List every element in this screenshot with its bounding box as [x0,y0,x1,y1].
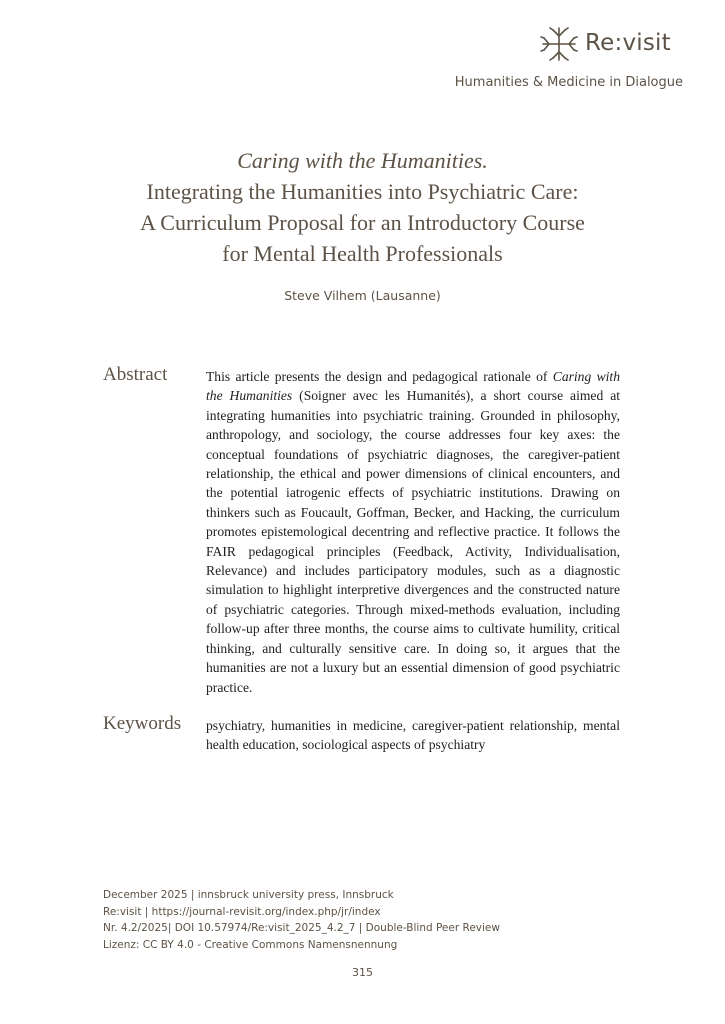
footer-line-url[interactable]: Re:visit | https://journal-revisit.org/index.php/jr/index [103,905,381,918]
abstract-text-part2: (Soigner avec les Humanités), a short course aimed at integrating humanities into psychiatric training. Grounded in philosophy, anthropology, and sociology, the course addresses four key axes: the conceptual foundations of psychiatric diagnoses, the caregiver-patient relationship, the ethical and power dimensions of clinical encounters, and the potential iatrogenic effects of psychiatric institutions. Drawing on thinkers such as Foucault, Goffman, Becker, and Hacking, the curriculum promotes epistemological decentring and reflective practice. It follows the FAIR pedagogical principles (Feedback, Activity, Individualisation, Relevance) and includes participatory modules, such as a diagnostic simulation to highlight interpretive divergences and the constructed nature of psychiatric categories. Through mixed-methods evaluation, including follow-up after three months, the course aims to cultivate humility, critical thinking, and culturally sensitive care. In doing so, it argues that the humanities are not a luxury but an essential dimension of good psychiatric practice. [206,388,621,695]
page-number: 315 [352,966,373,979]
footer-line-doi: Nr. 4.2/2025| DOI 10.57974/Re:visit_2025_4.2_7 | Double-Blind Peer Review [103,922,500,934]
abstract-course-title: Caring with the Humanities [206,369,621,404]
title-line-4: for Mental Health Professionals [222,241,503,266]
article-title [60,145,665,269]
logo-text: Re:visit [585,30,671,56]
footer-line-license: Lizenz: CC BY 4.0 - Creative Commons Namensnennung [103,938,398,951]
title-line-1: Caring with the Humanities. [237,148,488,173]
abstract-body [206,367,620,697]
branching-tree-icon [535,24,583,64]
abstract-heading: Abstract [103,364,168,385]
author: Steve Vilhem (Lausanne) [284,288,441,303]
journal-logo [535,24,695,64]
title-line-3: A Curriculum Proposal for an Introductory Course [140,210,585,235]
title-line-2: Integrating the Humanities into Psychiatric Care: [146,179,579,204]
keywords-heading: Keywords [103,713,182,734]
keywords-body: psychiatry, humanities in medicine, caregiver-patient relationship, mental health education, sociological aspects of psychiatry [206,718,620,753]
footer-line-date: December 2025 | innsbruck university press, Innsbruck [103,889,394,901]
publication-footer [103,887,500,953]
abstract-text-part1: This article presents the design and pedagogical rationale of [206,369,553,384]
journal-subtitle: Humanities & Medicine in Dialogue [454,75,683,90]
